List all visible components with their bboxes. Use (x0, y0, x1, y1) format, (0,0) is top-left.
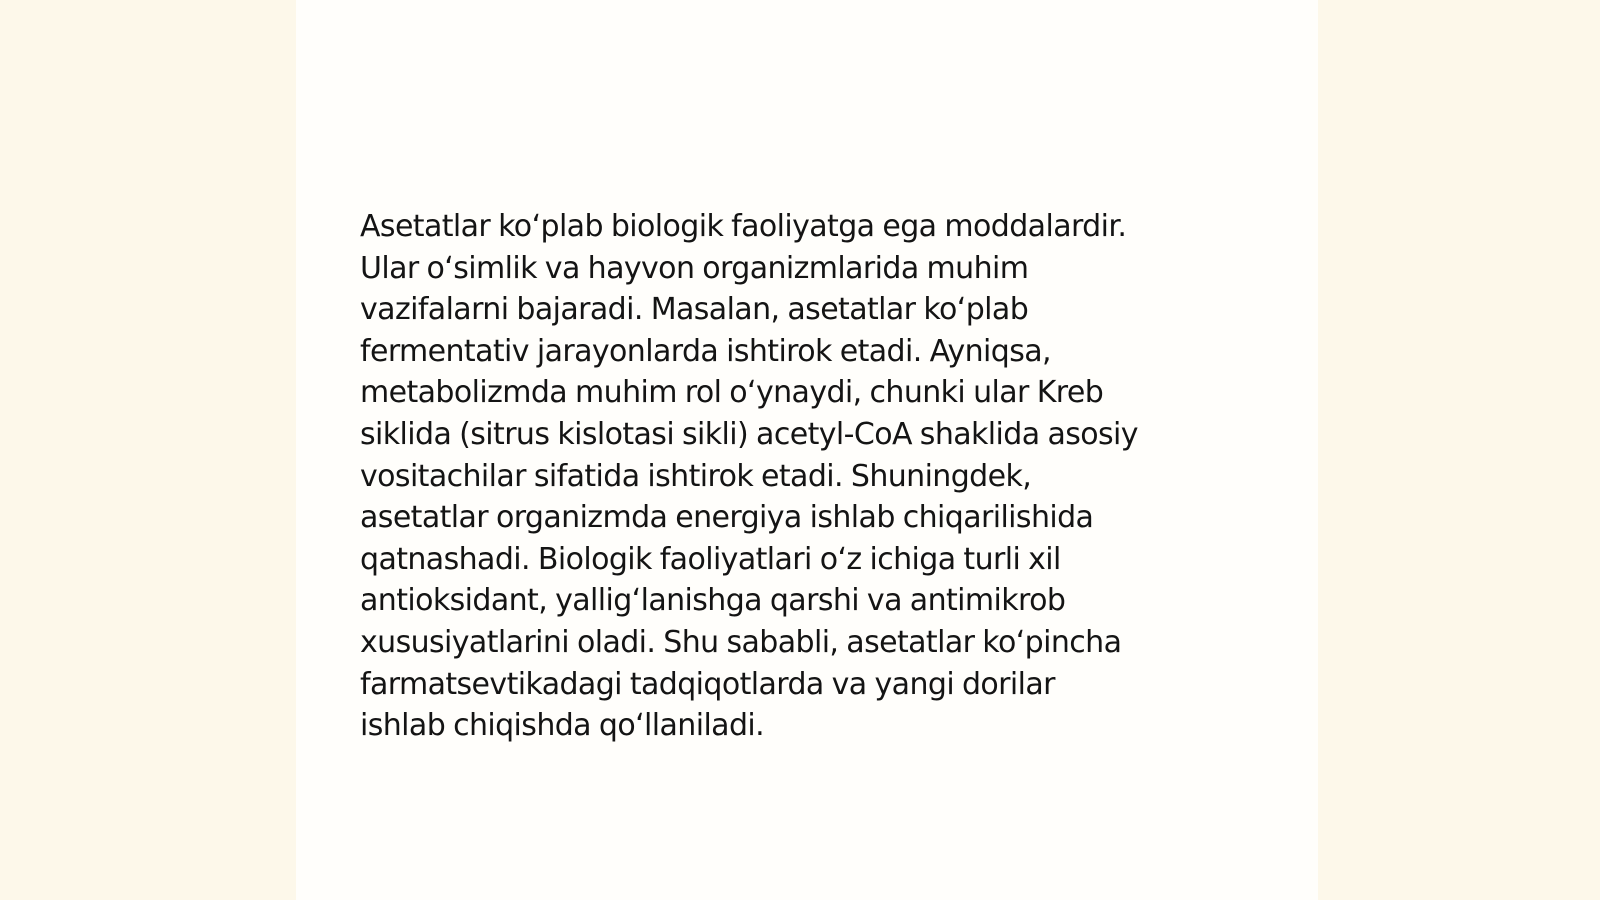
paragraph-line: siklida (sitrus kislotasi sikli) acetyl-CoA shaklida asosiy (360, 416, 1138, 452)
paragraph-line: qatnashadi. Biologik faoliyatlari o‘z ichiga turli xil (360, 541, 1061, 577)
paragraph-line: Ular o‘simlik va hayvon organizmlarida muhim (360, 250, 1029, 286)
paragraph-line: metabolizmda muhim rol o‘ynaydi, chunki ular Kreb (360, 375, 1104, 411)
paragraph-line: antioksidant, yallig‘lanishga qarshi va antimikrob (360, 583, 1066, 619)
paragraph-line: farmatsevtikadagi tadqiqotlarda va yangi dorilar (360, 666, 1055, 702)
paragraph-line: asetatlar organizmda energiya ishlab chiqarilishida (360, 500, 1094, 536)
paragraph-line: vositachilar sifatida ishtirok etadi. Shuningdek, (360, 458, 1032, 494)
paragraph-line: ishlab chiqishda qo‘llaniladi. (360, 708, 765, 744)
slide-panel (296, 0, 1318, 900)
paragraph-line: fermentativ jarayonlarda ishtirok etadi. Ayniqsa, (360, 333, 1051, 369)
paragraph-line: vazifalarni bajaradi. Masalan, asetatlar ko‘plab (360, 292, 1029, 328)
paragraph-line: Asetatlar ko‘plab biologik faoliyatga ega moddalardir. (360, 209, 1127, 244)
body-paragraph (360, 206, 1240, 747)
paragraph-line: xususiyatlarini oladi. Shu sababli, asetatlar ko‘pincha (360, 624, 1122, 660)
